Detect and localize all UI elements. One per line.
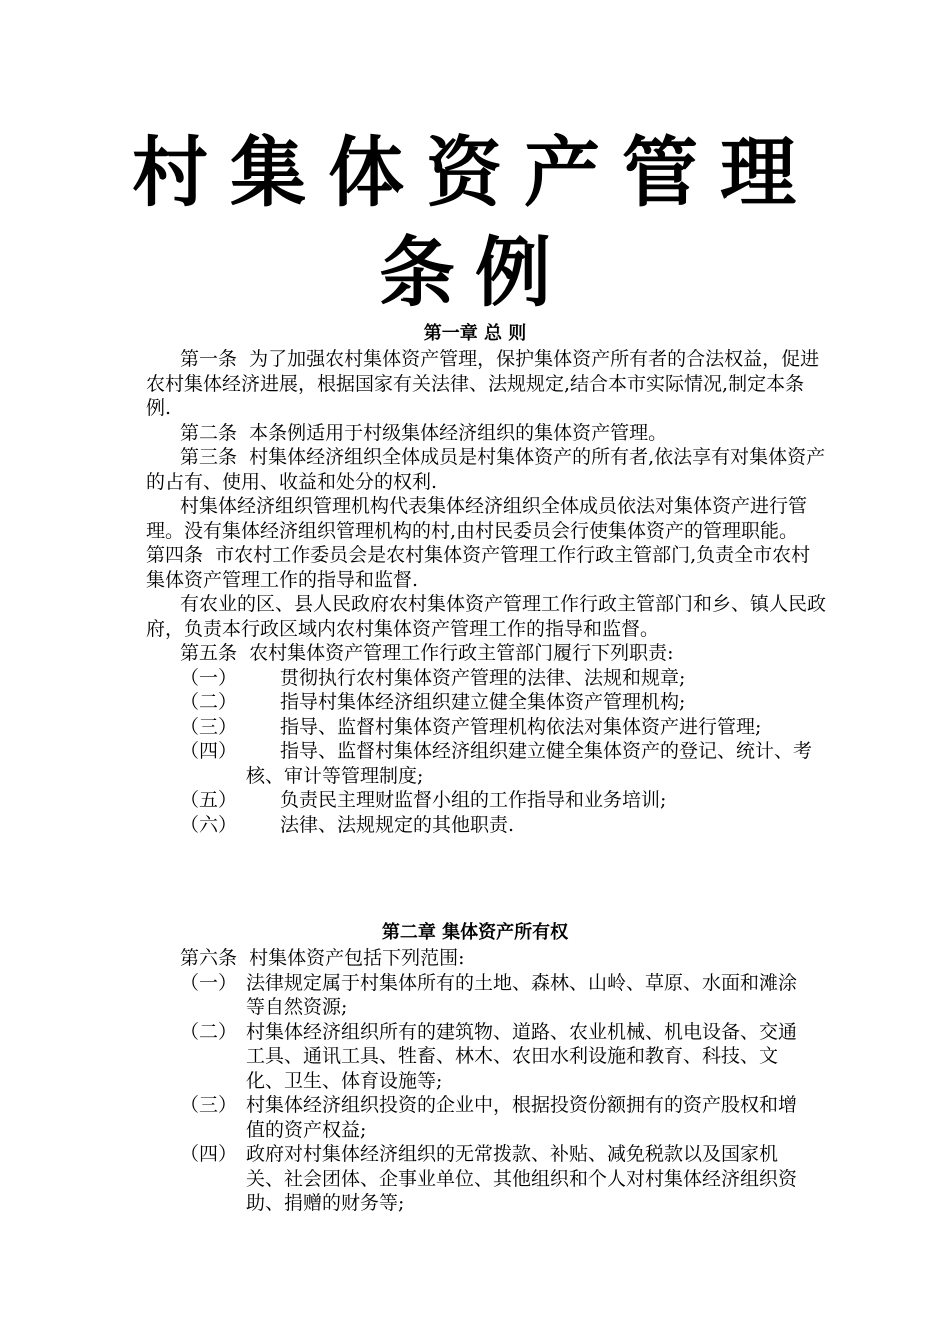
list-item: [146, 715, 826, 740]
list-item-text: 指导村集体经济组织建立健全集体资产管理机构;: [280, 691, 686, 713]
list-item: [146, 666, 826, 691]
chapter-2-body: [146, 946, 826, 1216]
list-item-text: 法律规定属于村集体所有的土地、森林、山岭、草原、水面和滩涂等自然资源;: [246, 971, 798, 1018]
list-item-number: （一）: [180, 971, 238, 994]
list-item-number: （三）: [180, 1094, 238, 1116]
list-item-text: 负责民主理财监督小组的工作指导和业务培训;: [280, 789, 667, 811]
duties-list: [146, 666, 826, 838]
document-title-line1: 村集体资产管理: [132, 128, 818, 217]
list-item-number: （二）: [180, 691, 238, 713]
list-item-text: 法律、法规规定的其他职责.: [280, 813, 515, 836]
list-item: [146, 971, 826, 1020]
list-item-text: 政府对村集体经济组织的无常拨款、补贴、减免税款以及国家机关、社会团体、企事业单位、其他组织和个人对村集体经济组织资助、捐赠的财务等;: [246, 1143, 798, 1214]
list-item: [146, 788, 826, 813]
list-item-number: （四）: [180, 1143, 238, 1165]
list-item-text: 村集体经济组织所有的建筑物、道路、农业机械、机电设备、交通工具、通讯工具、牲畜、林木、农田水利设施和教育、科技、文化、卫生、体育设施等;: [246, 1020, 798, 1092]
list-item-text: 指导、监督村集体经济组织建立健全集体资产的登记、统计、考核、审计等管理制度;: [246, 740, 813, 787]
list-item-number: （一）: [180, 666, 238, 689]
article-3: 第三条 村集体经济组织全体成员是村集体资产的所有者,依法享有对集体资产的占有、使用、收益和处分的权利.: [146, 446, 826, 493]
list-item-text: 村集体经济组织投资的企业中，根据投资份额拥有的资产股权和增值的资产权益;: [246, 1094, 798, 1141]
list-item: [146, 1093, 826, 1142]
article-4: 第四条 市农村工作委员会是农村集体资产管理工作行政主管部门,负责全市农村集体资产管理工作的指导和监督.: [146, 544, 811, 591]
list-item-text: 贯彻执行农村集体资产管理的法律、法规和规章;: [280, 666, 686, 689]
article-5: 第五条 农村集体资产管理工作行政主管部门履行下列职责:: [180, 642, 674, 664]
chapter-1-body: [146, 347, 826, 837]
list-item: [146, 690, 826, 715]
list-item: [146, 1142, 826, 1216]
article-2: 第二条 本条例适用于村级集体经济组织的集体资产管理。: [180, 421, 668, 444]
list-item: [146, 739, 826, 788]
list-item-text: 指导、监督村集体资产管理机构依法对集体资产进行管理;: [280, 715, 762, 738]
list-item-number: （六）: [180, 813, 238, 836]
list-item-number: （二）: [180, 1020, 238, 1043]
article-3-paragraph-2: 村集体经济组织管理机构代表集体经济组织全体成员依法对集体资产进行管理。没有集体经济组织管理机构的村,由村民委员会行使集体资产的管理职能。: [146, 495, 808, 542]
list-item: [146, 1020, 826, 1094]
article-6: 第六条 村集体资产包括下列范围:: [180, 947, 465, 969]
list-item: [146, 813, 826, 838]
article-1: 第一条 为了加强农村集体资产管理，保护集体资产所有者的合法权益，促进农村集体经济进展，根据国家有关法律、法规规定,结合本市实际情况,制定本条例.: [146, 348, 820, 419]
chapter-2-heading: 第二章 集体资产所有权: [381, 922, 569, 943]
list-item-number: （四）: [180, 740, 238, 762]
list-item-number: （三）: [180, 715, 238, 738]
article-4-paragraph-2: 有农业的区、县人民政府农村集体资产管理工作行政主管部门和乡、镇人民政府，负责本行政区域内农村集体资产管理工作的指导和监督。: [146, 593, 827, 640]
document-title-line2: 条例: [379, 228, 571, 317]
list-item-number: （五）: [180, 789, 238, 811]
chapter-1-heading: 第一章 总 则: [423, 323, 527, 344]
scope-list: [146, 971, 826, 1216]
